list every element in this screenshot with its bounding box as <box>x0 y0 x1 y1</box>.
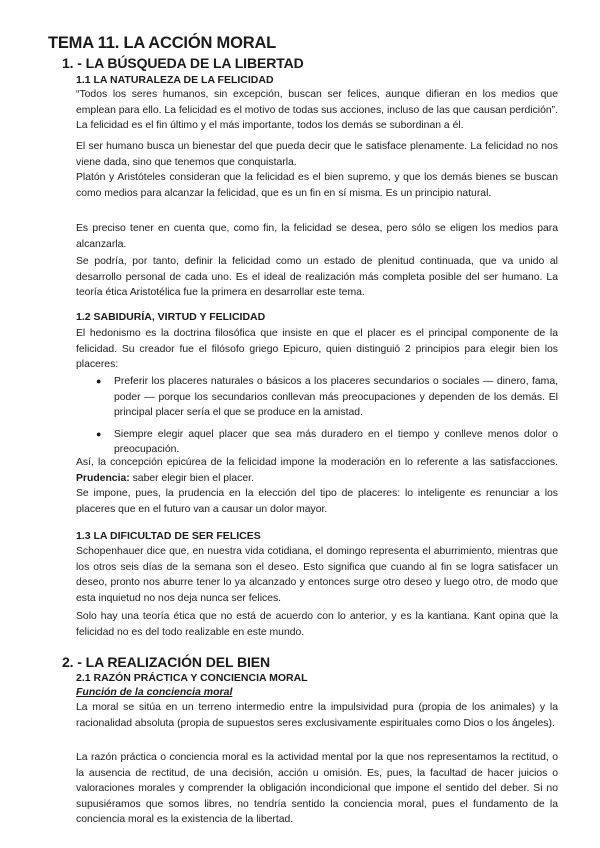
subsection-heading: 1.1 LA NATURALEZA DE LA FELICIDAD <box>76 74 274 86</box>
paragraph: El ser humano busca un bienestar del que pueda decir que le satisface plenamente. La felicidad no nos viene dada, sino que tenemos que conquistarla. <box>76 141 558 168</box>
paragraph-text: Así, la concepción epicúrea de la felicidad impone la moderación en lo referente a las satisfacciones. <box>76 457 558 468</box>
paragraph: Solo hay una teoría ética que no está de acuerdo con lo anterior, y es la kantiana. Kant opina que la felicidad no es del todo realizable en este mundo. <box>76 611 558 638</box>
bullet-icon: ● <box>96 376 102 386</box>
paragraph: Se impone, pues, la prudencia en la elección del tipo de placeres: lo inteligente es renunciar a los placeres que en el futuro van a causar un dolor mayor. <box>76 488 558 515</box>
term-definition: saber elegir bien el placer. <box>129 472 254 484</box>
bullet-list <box>96 374 558 464</box>
list-item-text: Siempre elegir aquel placer que sea más duradero en el tiempo y conlleve menos dolor o preocupación. <box>114 428 558 455</box>
subsection-heading: 1.3 LA DIFICULTAD DE SER FELICES <box>76 530 261 542</box>
paragraph: La moral se sitúa en un terreno intermedio entre la impulsividad pura (propia de los animales) y la racionalidad absoluta (propia de supuestos seres exclusivamente espirituales como Dios o los ángeles). <box>76 702 558 729</box>
document-title: TEMA 11. LA ACCIÓN MORAL <box>48 34 277 52</box>
list-item <box>96 427 558 458</box>
subsection-heading: 1.2 SABIDURÍA, VIRTUD Y FELICIDAD <box>76 311 266 323</box>
paragraph <box>76 455 558 486</box>
subsection-heading: 2.1 RAZÓN PRÁCTICA Y CONCIENCIA MORAL <box>76 672 308 684</box>
paragraph: Schopenhauer dice que, en nuestra vida cotidiana, el domingo representa el aburrimiento, mientras que los otros seis días de la semana son el deseo. Esto significa que cuando al fin se logra satisfacer un deseo, pronto nos aburre tener lo ya alcanzado y entonces surge otro deseo y luego otro, de modo que esta inquietud no nos deja nunca ser felices. <box>76 546 558 604</box>
section-heading: 1. - LA BÚSQUEDA DE LA LIBERTAD <box>62 55 304 71</box>
paragraph: El hedonismo es la doctrina filosófica que insiste en que el placer es el principal componente de la felicidad. Su creador fue el filósofo griego Epicuro, quien distinguió 2 principios para elegir bien los placeres: <box>76 328 558 370</box>
paragraph: Platón y Aristóteles consideran que la felicidad es el bien supremo, y que los demás bienes se buscan como medios para alcanzar la felicidad, que es un fin en sí misma. Es un principio natural. <box>76 172 558 199</box>
subsection-subheading: Función de la conciencia moral <box>76 686 233 698</box>
bold-term: Prudencia: <box>76 472 130 484</box>
paragraph: Se podría, por tanto, definir la felicidad como un estado de plenitud continuada, que va unido al desarrollo personal de cada uno. Es el ideal de realización más completa posible del ser humano. La teoría ética Aristotélica fue la primera en desarrollar este tema. <box>76 256 558 298</box>
paragraph: La razón práctica o conciencia moral es la actividad mental por la que nos representamos la rectitud, o la ausencia de rectitud, de una decisión, acción u omisión. Es, pues, la facultad de hacer juicios o valoraciones morales y comprender la obligación incondicional que impone el sentido del deber. Si no supusiéramos que somos libres, no tendría sentido la conciencia moral, pues el fundamento de la conciencia moral es la existencia de la libertad. <box>76 752 558 825</box>
bullet-icon: ● <box>96 428 102 439</box>
paragraph: “Todos los seres humanos, sin excepción, buscan ser felices, aunque difieran en los medios que emplean para ello. La felicidad es el motivo de todas sus acciones, incluso de las que causan perdición”. La felicidad es el fin último y el más importante, todos los demás se subordinan a él. <box>76 89 558 131</box>
paragraph: Es preciso tener en cuenta que, como fin, la felicidad se desea, pero sólo se eligen los medios para alcanzarla. <box>76 223 558 250</box>
section-heading: 2. - LA REALIZACIÓN DEL BIEN <box>62 654 270 670</box>
list-item-text: Preferir los placeres naturales o básicos a los placeres secundarios o sociales — dinero, fama, poder — porque los secundarios conllevan más preocupaciones y dependen de los demás. El principal placer sería el que se produce en la amistad. <box>114 376 558 418</box>
list-item <box>96 374 558 421</box>
